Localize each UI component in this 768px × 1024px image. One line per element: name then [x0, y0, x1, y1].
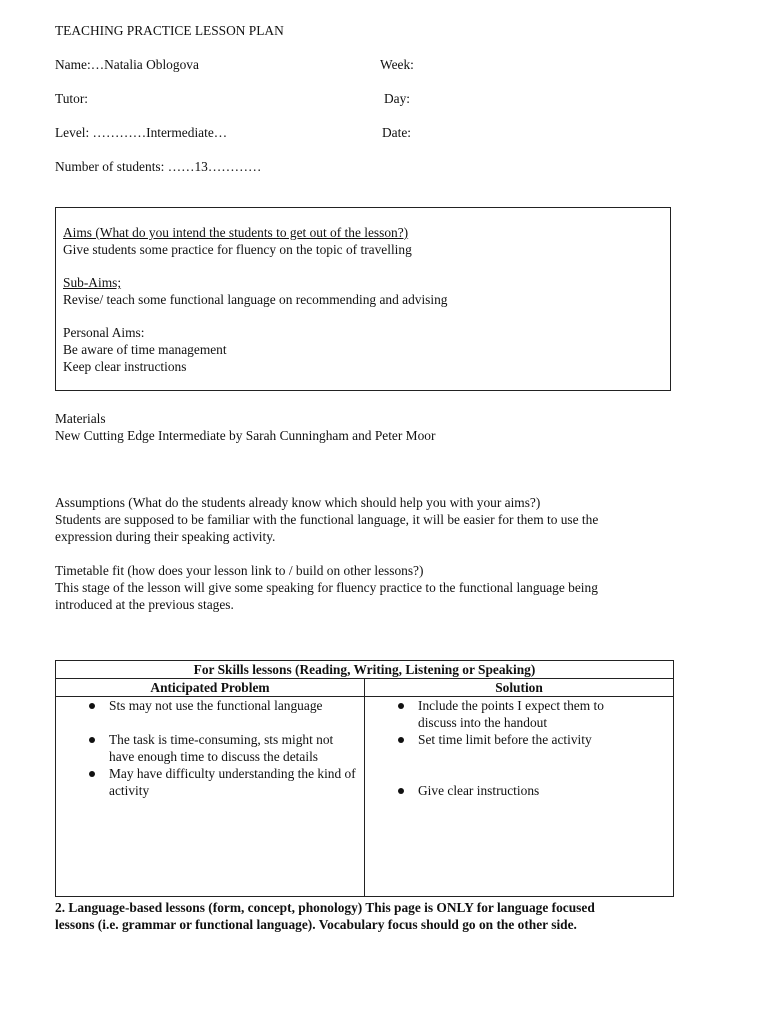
solution-column-header: Solution: [365, 679, 674, 697]
tutor-field: Tutor:: [55, 91, 88, 106]
personal-aim-item: Keep clear instructions: [63, 359, 187, 374]
name-field: Name:…Natalia Oblogova: [55, 57, 199, 72]
level-field: Level: …………Intermediate…: [55, 125, 228, 140]
assumptions-text-line-2: expression during their speaking activity.: [55, 529, 276, 544]
students-field: Number of students: ……13…………: [55, 159, 262, 174]
assumptions-text-line-1: Students are supposed to be familiar with the functional language, it will be easier for them to use the: [55, 512, 599, 527]
sub-aims-text: Revise/ teach some functional language on recommending and advising: [63, 292, 448, 307]
assumptions-heading: Assumptions (What do the students already know which should help you with your aims?): [55, 495, 541, 510]
materials-heading: Materials: [55, 411, 106, 426]
week-field: Week:: [380, 57, 414, 72]
problem-column-header: Anticipated Problem: [56, 679, 365, 697]
solution-item: Give clear instructions: [365, 782, 673, 799]
language-lessons-note-line-2: lessons (i.e. grammar or functional language). Vocabulary focus should go on the other side.: [55, 917, 577, 932]
timetable-text-line-2: introduced at the previous stages.: [55, 597, 234, 612]
problem-item: May have difficulty understanding the kind of activity: [56, 765, 364, 799]
solution-item: Set time limit before the activity: [365, 731, 673, 748]
date-field: Date:: [382, 125, 411, 140]
aims-text: Give students some practice for fluency on the topic of travelling: [63, 242, 412, 257]
lesson-plan-page: [55, 0, 715, 1024]
language-lessons-note-line-1: 2. Language-based lessons (form, concept, phonology) This page is ONLY for language focused: [55, 900, 595, 915]
solution-item: Include the points I expect them to discuss into the handout: [365, 697, 673, 731]
timetable-heading: Timetable fit (how does your lesson link to / build on other lessons?): [55, 563, 424, 578]
problem-item: The task is time-consuming, sts might not have enough time to discuss the details: [56, 731, 364, 765]
timetable-text-line-1: This stage of the lesson will give some speaking for fluency practice to the functional language being: [55, 580, 598, 595]
personal-aims-heading: Personal Aims:: [63, 325, 145, 340]
aims-heading: Aims (What do you intend the students to get out of the lesson?): [63, 225, 409, 240]
problems-cell: [56, 697, 365, 897]
day-field: Day:: [384, 91, 411, 106]
problem-item: Sts may not use the functional language: [56, 697, 364, 714]
personal-aim-item: Be aware of time management: [63, 342, 227, 357]
skills-table-title: For Skills lessons (Reading, Writing, Listening or Speaking): [56, 661, 674, 679]
sub-aims-heading: Sub-Aims;: [63, 275, 122, 290]
page-title: TEACHING PRACTICE LESSON PLAN: [55, 23, 284, 38]
solutions-cell: [365, 697, 674, 897]
skills-table: [55, 660, 674, 897]
materials-text: New Cutting Edge Intermediate by Sarah Cunningham and Peter Moor: [55, 428, 436, 443]
aims-box: [55, 207, 671, 391]
